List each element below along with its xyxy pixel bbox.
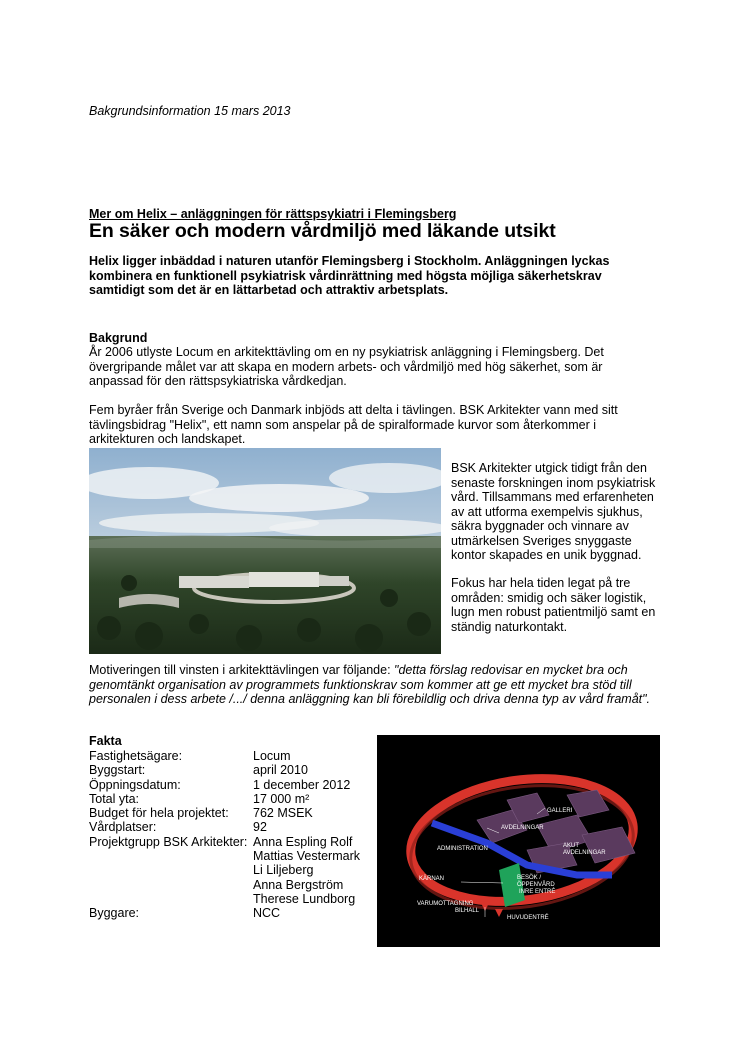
fact-label: Byggstart: xyxy=(89,763,146,778)
fact-row xyxy=(89,763,360,777)
quote-intro: Motiveringen till vinsten i arkitekttävlingen var följande: xyxy=(89,663,395,677)
side-paragraph-2: Fokus har hela tiden legat på tre områden: smidig och säker logistik, lugn men robust patientmiljö samt en ständig naturkontakt. xyxy=(451,576,656,634)
label-inre-entre: INRE ENTRÉ xyxy=(519,889,556,895)
lead-paragraph: Helix ligger inbäddad i naturen utanför Flemingsberg i Stockholm. Anläggningen lyckas kombinera en funktionell psykiatrisk vårdinrättning med högsta möjliga säkerhetskrav samtidigt som det är en lättarbetad och attraktiv arbetsplats. xyxy=(89,254,610,297)
building-diagram xyxy=(377,735,660,947)
fact-row xyxy=(89,906,360,920)
fact-row xyxy=(89,749,360,763)
aerial-photo xyxy=(89,448,441,654)
fact-label: Öppningsdatum: xyxy=(89,777,181,792)
fact-value: 762 MSEK xyxy=(253,806,313,821)
team-member: Li Liljeberg xyxy=(253,863,314,878)
fact-value-list xyxy=(253,835,360,906)
fact-row xyxy=(89,792,360,806)
fact-row xyxy=(89,835,360,906)
side-paragraph-1: BSK Arkitekter utgick tidigt från den senaste forskningen inom psykiatrisk vård. Tillsammans med erfarenheten av att utforma exempelvis sjukhus, säkra byggnader och vinnare av utmärkelsen Sveriges snyggaste kontor skapades en unik byggnad. xyxy=(451,461,656,562)
label-avdelningar: AVDELNINGAR xyxy=(501,825,544,831)
background-paragraph-2: Fem byråer från Sverige och Danmark inbjöds att delta i tävlingen. BSK Arkitekter vann med sitt tävlingsbidrag "Helix", ett namn som anspelar på de spiralformade kurvor som återkommer i arkitekturen och landskapet. xyxy=(89,403,618,446)
kicker-heading: Mer om Helix – anläggningen för rättspsykiatri i Flemingsberg xyxy=(89,207,457,221)
label-administration: ADMINISTRATION xyxy=(437,846,488,852)
label-huvudentre: HUVUDENTRÉ xyxy=(507,915,549,921)
fact-label: Vårdplatser: xyxy=(89,820,157,835)
fact-label: Byggare: xyxy=(89,906,140,921)
fact-value: 17 000 m² xyxy=(253,791,310,806)
team-member: Anna Espling Rolf xyxy=(253,834,353,849)
fact-label: Fastighetsägare: xyxy=(89,749,183,763)
dateline: Bakgrundsinformation 15 mars 2013 xyxy=(89,104,291,118)
fact-label: Projektgrupp BSK Arkitekter: xyxy=(89,834,248,849)
quote-text: "detta förslag redovisar en mycket bra och genomtänkt organisation av programmets funktionskrav som kommer att ge ett mycket bra stöd till personalen i dess arbete /.../ denna anläggning kan bli förebildlig och driva denna typ av vård framåt". xyxy=(89,663,651,706)
fact-label: Total yta: xyxy=(89,791,140,806)
label-oppenvard: ÖPPENVÅRD xyxy=(517,882,555,888)
team-member: Mattias Vestermark xyxy=(253,849,360,864)
fact-value: april 2010 xyxy=(253,763,308,778)
team-member: Therese Lundborg xyxy=(253,891,356,906)
fact-value: Locum xyxy=(253,749,291,763)
background-heading: Bakgrund xyxy=(89,331,148,345)
label-besok: BESÖK / xyxy=(517,875,542,881)
fact-value: 1 december 2012 xyxy=(253,777,351,792)
label-akut: AKUT xyxy=(563,843,580,849)
facts-heading: Fakta xyxy=(89,734,122,748)
label-karnan: KÄRNAN xyxy=(419,876,445,882)
jury-quote-paragraph xyxy=(89,663,664,707)
fact-row xyxy=(89,778,360,792)
label-galleri: GALLERI xyxy=(547,808,573,814)
fact-value: NCC xyxy=(253,906,281,921)
fact-row xyxy=(89,820,360,834)
background-paragraph-1: År 2006 utlyste Locum en arkitekttävling om en ny psykiatrisk anläggning i Flemingsberg. Det övergripande målet var att skapa en modern arbets- och vårdmiljö med hög säkerhet, som är anpassad för den rättspsykiatriska vårdkedjan. xyxy=(89,345,604,388)
team-member: Anna Bergström xyxy=(253,877,344,892)
fact-row xyxy=(89,806,360,820)
fact-value: 92 xyxy=(253,820,267,835)
label-akut-avdelningar: AVDELNINGAR xyxy=(563,850,606,856)
fact-label: Budget för hela projektet: xyxy=(89,806,229,821)
page-title: En säker och modern vårdmiljö med läkande utsikt xyxy=(89,220,556,242)
facts-table xyxy=(89,749,360,921)
label-varumottagning: VARUMOTTAGNING xyxy=(417,901,474,907)
label-bilhall: BILHALL xyxy=(455,908,480,914)
